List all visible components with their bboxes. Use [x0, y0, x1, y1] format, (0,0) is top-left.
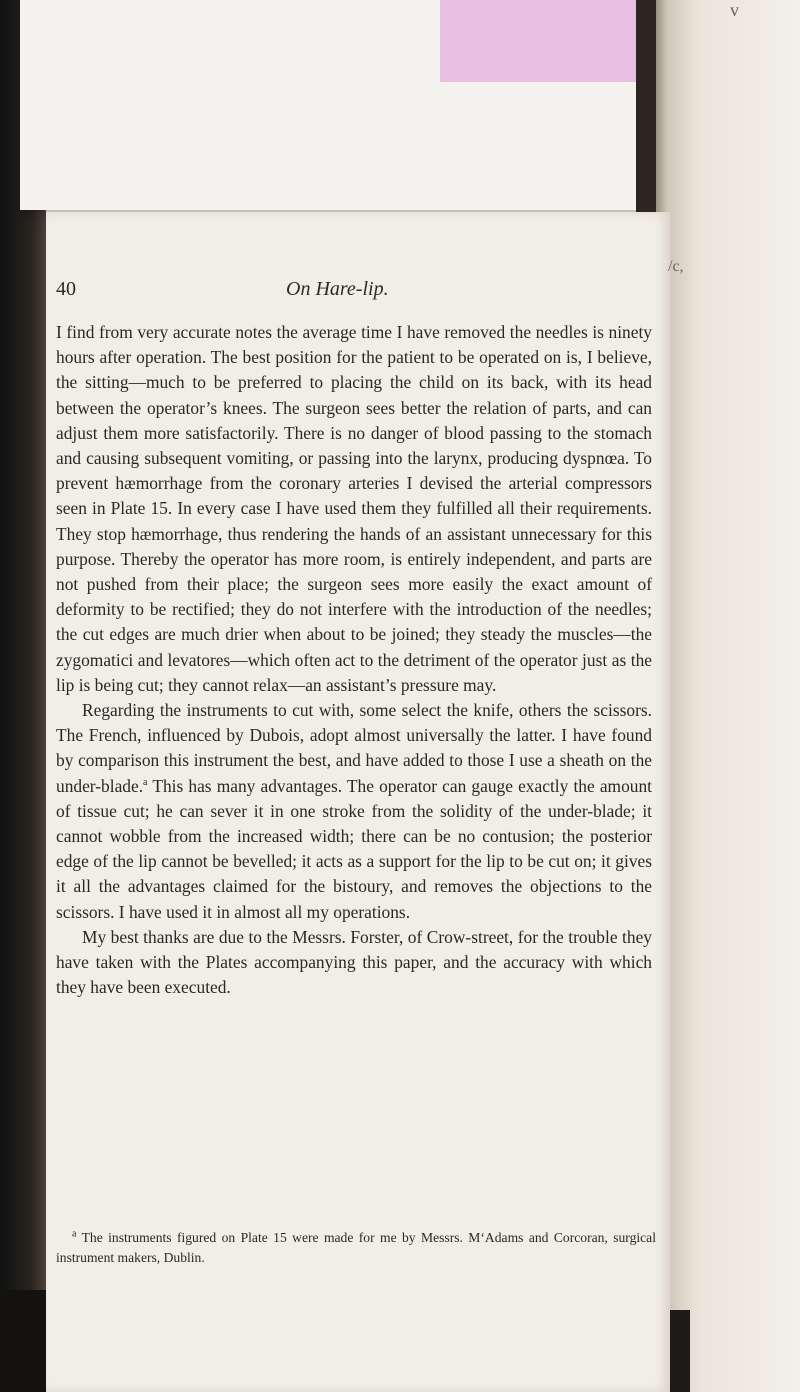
page-number: 40	[56, 278, 76, 300]
pink-paper-tab	[440, 0, 640, 82]
corner-pencil-mark: /c,	[668, 258, 684, 275]
book-page	[46, 212, 670, 1392]
footnote-text	[56, 1228, 656, 1268]
paragraph-2	[56, 698, 652, 925]
footnote-mark: a	[72, 1228, 77, 1240]
right-page-margin	[656, 0, 800, 1392]
body-text	[56, 320, 652, 1000]
paragraph-1: I find from very accurate notes the average time I have removed the needles is ninety hours after operation. The best position for the patient to be operated on is, I believe, the sitting—much to be preferred to placing the child on its back, with its head between the operator’s knees. The surgeon sees better the relation of parts, and can adjust them more satisfactorily. There is no danger of blood passing to the stomach and causing subsequent vomiting, or passing into the larynx, producing dyspnœa. To prevent hæmorrhage from the coronary arteries I devised the arterial compressors seen in Plate 15. In every case I have used them they fulfilled all their requirements. They stop hæmorrhage, thus rendering the hands of an assistant unnecessary for this purpose. Thereby the operator has more room, is entirely independent, and parts are not pushed from their place; the surgeon sees more easily the exact amount of deformity to be rectified; they do not interfere with the introduction of the needles; the cut edges are much drier when about to be joined; they steady the muscles—the zygomatici and levatores—which often act to the detriment of the operator just as the lip is being cut; they cannot relax—an assistant’s pressure may.	[56, 322, 652, 695]
corner-scribble: v	[730, 0, 739, 20]
binding-shadow	[636, 0, 656, 230]
running-head: On Hare-lip.	[286, 278, 389, 300]
paragraph-3: My best thanks are due to the Messrs. Forster, of Crow-street, for the trouble they have taken with the Plates accompanying this paper, and the accuracy with which they have been executed.	[56, 926, 652, 998]
page-header	[56, 278, 636, 308]
footnote-body: The instruments figured on Plate 15 were made for me by Messrs. M‘Adams and Corcoran, surgical instrument makers, Dublin.	[56, 1230, 656, 1265]
footnote	[56, 1228, 656, 1268]
paragraph-2-part-2: This has many advantages. The operator can gauge exactly the amount of tissue cut; he can sever it in one stroke from the solidity of the under-blade; it cannot wobble from the increased width; there can be no contusion; the posterior edge of the lip cannot be bevelled; it acts as a support for the lip to be cut on; it gives it all the advantages claimed for the bistoury, and removes the objections to the scissors. I have used it in almost all my operations.	[56, 775, 652, 922]
right-bottom-shadow	[670, 1310, 690, 1392]
paragraph-2-part-1: Regarding the instruments to cut with, some select the knife, others the scissors. The French, influenced by Dubois, adopt almost universally the latter. I have found by comparison this instrument the best, and have added to those I use a sheath on the under-blade.	[56, 700, 652, 796]
footnote-reference: a	[143, 776, 148, 788]
